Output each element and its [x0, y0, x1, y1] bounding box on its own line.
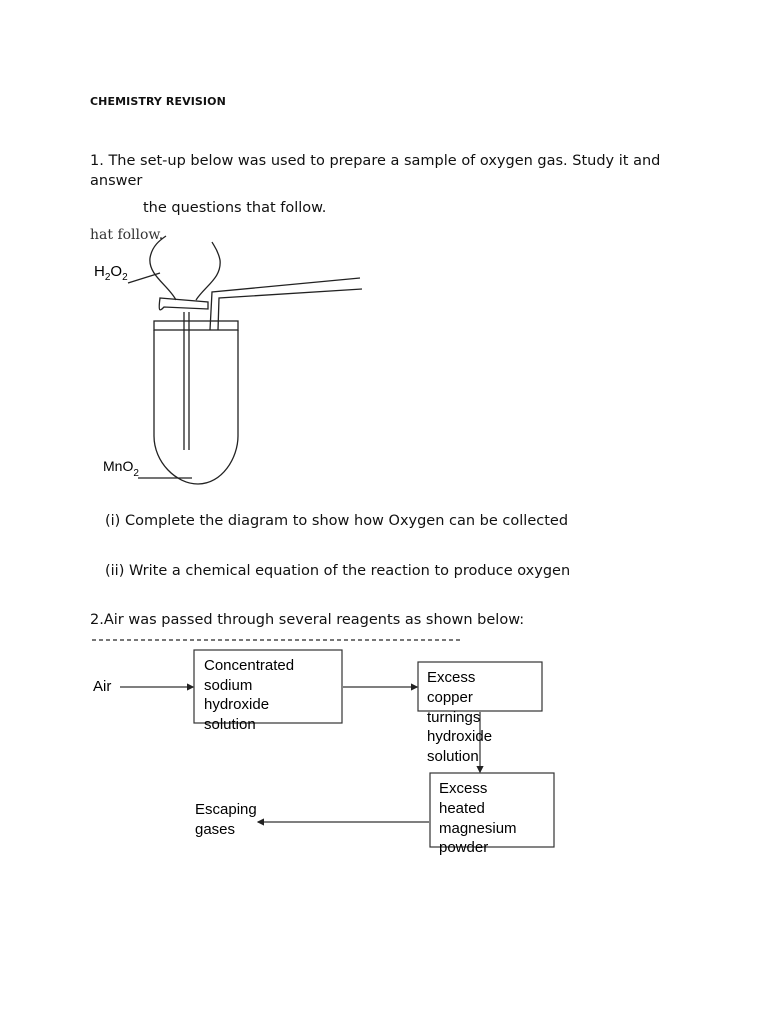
label-mno2: MnO$_2$ [103, 458, 139, 479]
svg-text:copper: copper [427, 689, 473, 706]
box3-text [439, 780, 517, 856]
svg-text:Escaping: Escaping [195, 801, 257, 818]
scanned-text-fragment: hat follow. [90, 227, 164, 243]
box1-text [204, 657, 294, 733]
svg-text:hydroxide: hydroxide [204, 696, 270, 713]
label-h2o2: $H_2O_2$ [94, 263, 128, 283]
svg-text:Excess: Excess [427, 669, 476, 686]
box2-text [427, 669, 492, 765]
svg-text:heated: heated [439, 800, 485, 817]
svg-text:Excess: Excess [439, 780, 488, 797]
question-2-intro: 2.Air was passed through several reagents as shown below: [90, 612, 525, 628]
svg-text:sodium: sodium [204, 677, 253, 694]
question-1-part-ii: (ii) Write a chemical equation of the reaction to produce oxygen [105, 563, 571, 579]
output-text [195, 801, 257, 838]
question-1-intro: 1. The set-up below was used to prepare a sample of oxygen gas. Study it and answer [90, 153, 661, 189]
question-1-intro-continued: the questions that follow. [143, 200, 327, 216]
svg-text:solution: solution [427, 748, 479, 765]
question-1-part-i: (i) Complete the diagram to show how Oxygen can be collected [105, 513, 569, 529]
svg-text:magnesium: magnesium [439, 820, 517, 837]
svg-text:hydroxide: hydroxide [427, 728, 493, 745]
svg-text:Concentrated: Concentrated [204, 657, 295, 674]
page-heading: CHEMISTRY REVISION [90, 95, 226, 108]
svg-text:gases: gases [195, 821, 236, 838]
label-air: Air [93, 678, 112, 695]
svg-text:solution: solution [204, 716, 256, 733]
svg-text:powder: powder [439, 839, 489, 856]
svg-text:turnings: turnings [427, 709, 481, 726]
